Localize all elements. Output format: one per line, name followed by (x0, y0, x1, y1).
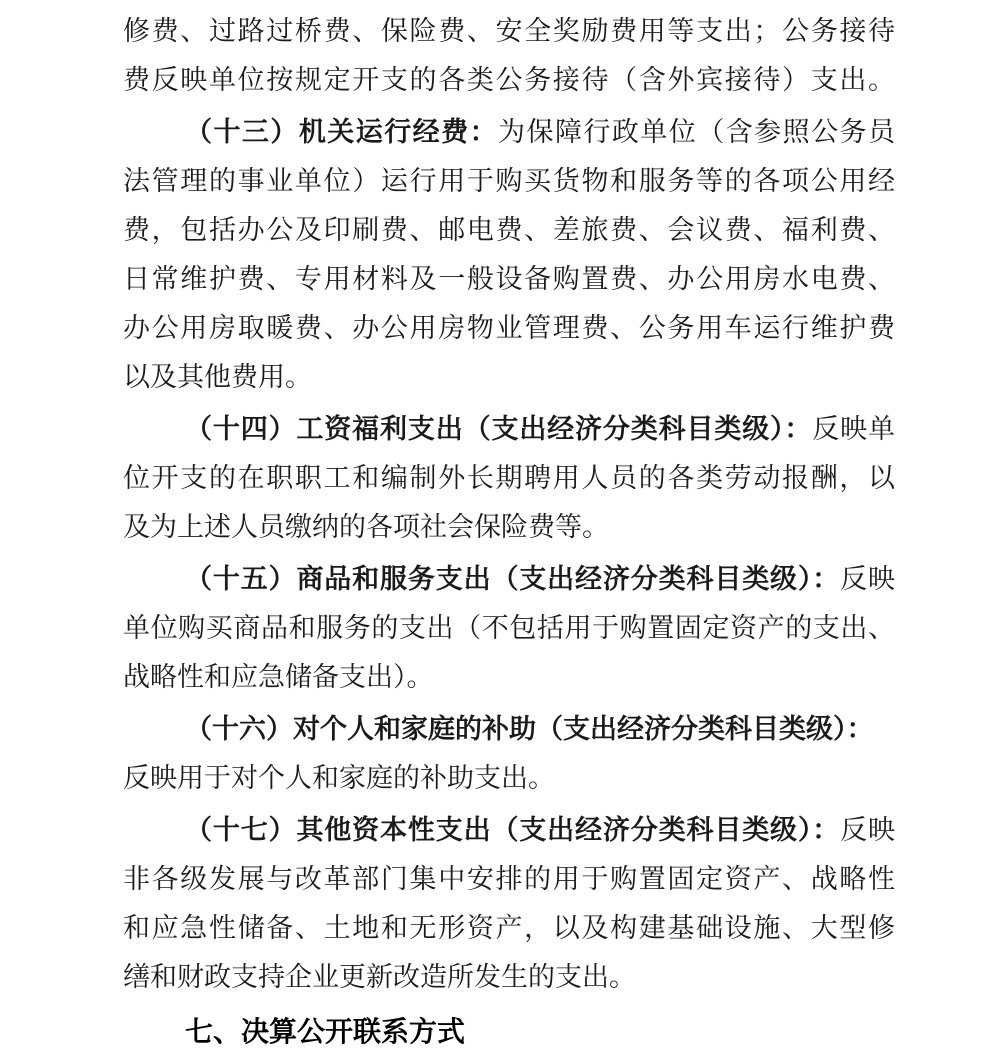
text-segment: 非各级发展与改革部门集中安排的用于购置固定资产、战略性 (123, 864, 895, 894)
paragraph (123, 405, 895, 552)
paragraph (123, 555, 895, 702)
bold-text-segment: 七、决算公开联系方式 (185, 1016, 466, 1047)
text-segment: 和应急性储备、土地和无形资产，以及构建基础设施、大型修 (123, 913, 895, 943)
text-line (123, 1007, 895, 1056)
text-line (123, 304, 895, 353)
bold-text-segment: （十六）对个人和家庭的补助（支出经济分类科目类级）： (185, 714, 874, 744)
text-segment: 及为上述人员缴纳的各项社会保险费等。 (123, 512, 609, 542)
text-segment: 反映 (840, 564, 895, 594)
text-line (123, 705, 895, 754)
text-line (123, 56, 895, 105)
text-segment: 位开支的在职职工和编制外长期聘用人员的各类劳动报酬，以 (123, 463, 895, 493)
document-page (123, 7, 895, 1056)
text-line (123, 454, 895, 503)
text-line (123, 255, 895, 304)
text-line (123, 353, 895, 402)
bold-text-segment: （十七）其他资本性支出（支出经济分类科目类级）： (185, 815, 841, 845)
text-line (123, 653, 895, 702)
section-heading (123, 1007, 895, 1056)
bold-text-segment: （十五）商品和服务支出（支出经济分类科目类级）： (185, 564, 841, 594)
paragraph (123, 108, 895, 402)
text-segment: 日常维护费、专用材料及一般设备购置费、办公用房水电费、 (123, 264, 895, 294)
text-line (123, 904, 895, 953)
bold-text-segment: （十四）工资福利支出（支出经济分类科目类级）： (185, 414, 813, 444)
text-segment: 费，包括办公及印刷费、邮电费、差旅费、会议费、福利费、 (123, 215, 895, 245)
text-segment: 单位购买商品和服务的支出（不包括用于购置固定资产的支出、 (123, 613, 895, 643)
text-line (123, 108, 895, 157)
text-line (123, 754, 895, 803)
text-segment: 法管理的事业单位）运行用于购买货物和服务等的各项公用经 (123, 166, 895, 196)
bold-text-segment: （十三）机关运行经费： (185, 117, 499, 147)
text-segment: 费反映单位按规定开支的各类公务接待（含外宾接待）支出。 (123, 65, 895, 95)
text-segment: 反映 (840, 815, 895, 845)
text-segment: 办公用房取暖费、办公用房物业管理费、公务用车运行维护费 (123, 313, 895, 343)
text-segment: 反映单 (812, 414, 895, 444)
text-line (123, 806, 895, 855)
text-segment: 修费、过路过桥费、保险费、安全奖励费用等支出；公务接待 (123, 16, 895, 46)
paragraph (123, 7, 895, 105)
text-segment: 战略性和应急储备支出）。 (123, 662, 434, 692)
text-line (123, 953, 895, 1002)
text-line (123, 604, 895, 653)
text-segment: 缮和财政支持企业更新改造所发生的支出。 (123, 962, 636, 992)
paragraph (123, 806, 895, 1002)
text-line (123, 405, 895, 454)
text-line (123, 157, 895, 206)
text-line (123, 555, 895, 604)
text-line (123, 206, 895, 255)
text-segment: 为保障行政单位（含参照公务员 (498, 117, 895, 147)
paragraph (123, 705, 895, 803)
text-line (123, 7, 895, 56)
text-segment: 反映用于对个人和家庭的补助支出。 (123, 763, 555, 793)
text-line (123, 855, 895, 904)
text-line (123, 503, 895, 552)
text-segment: 以及其他费用。 (123, 362, 312, 392)
